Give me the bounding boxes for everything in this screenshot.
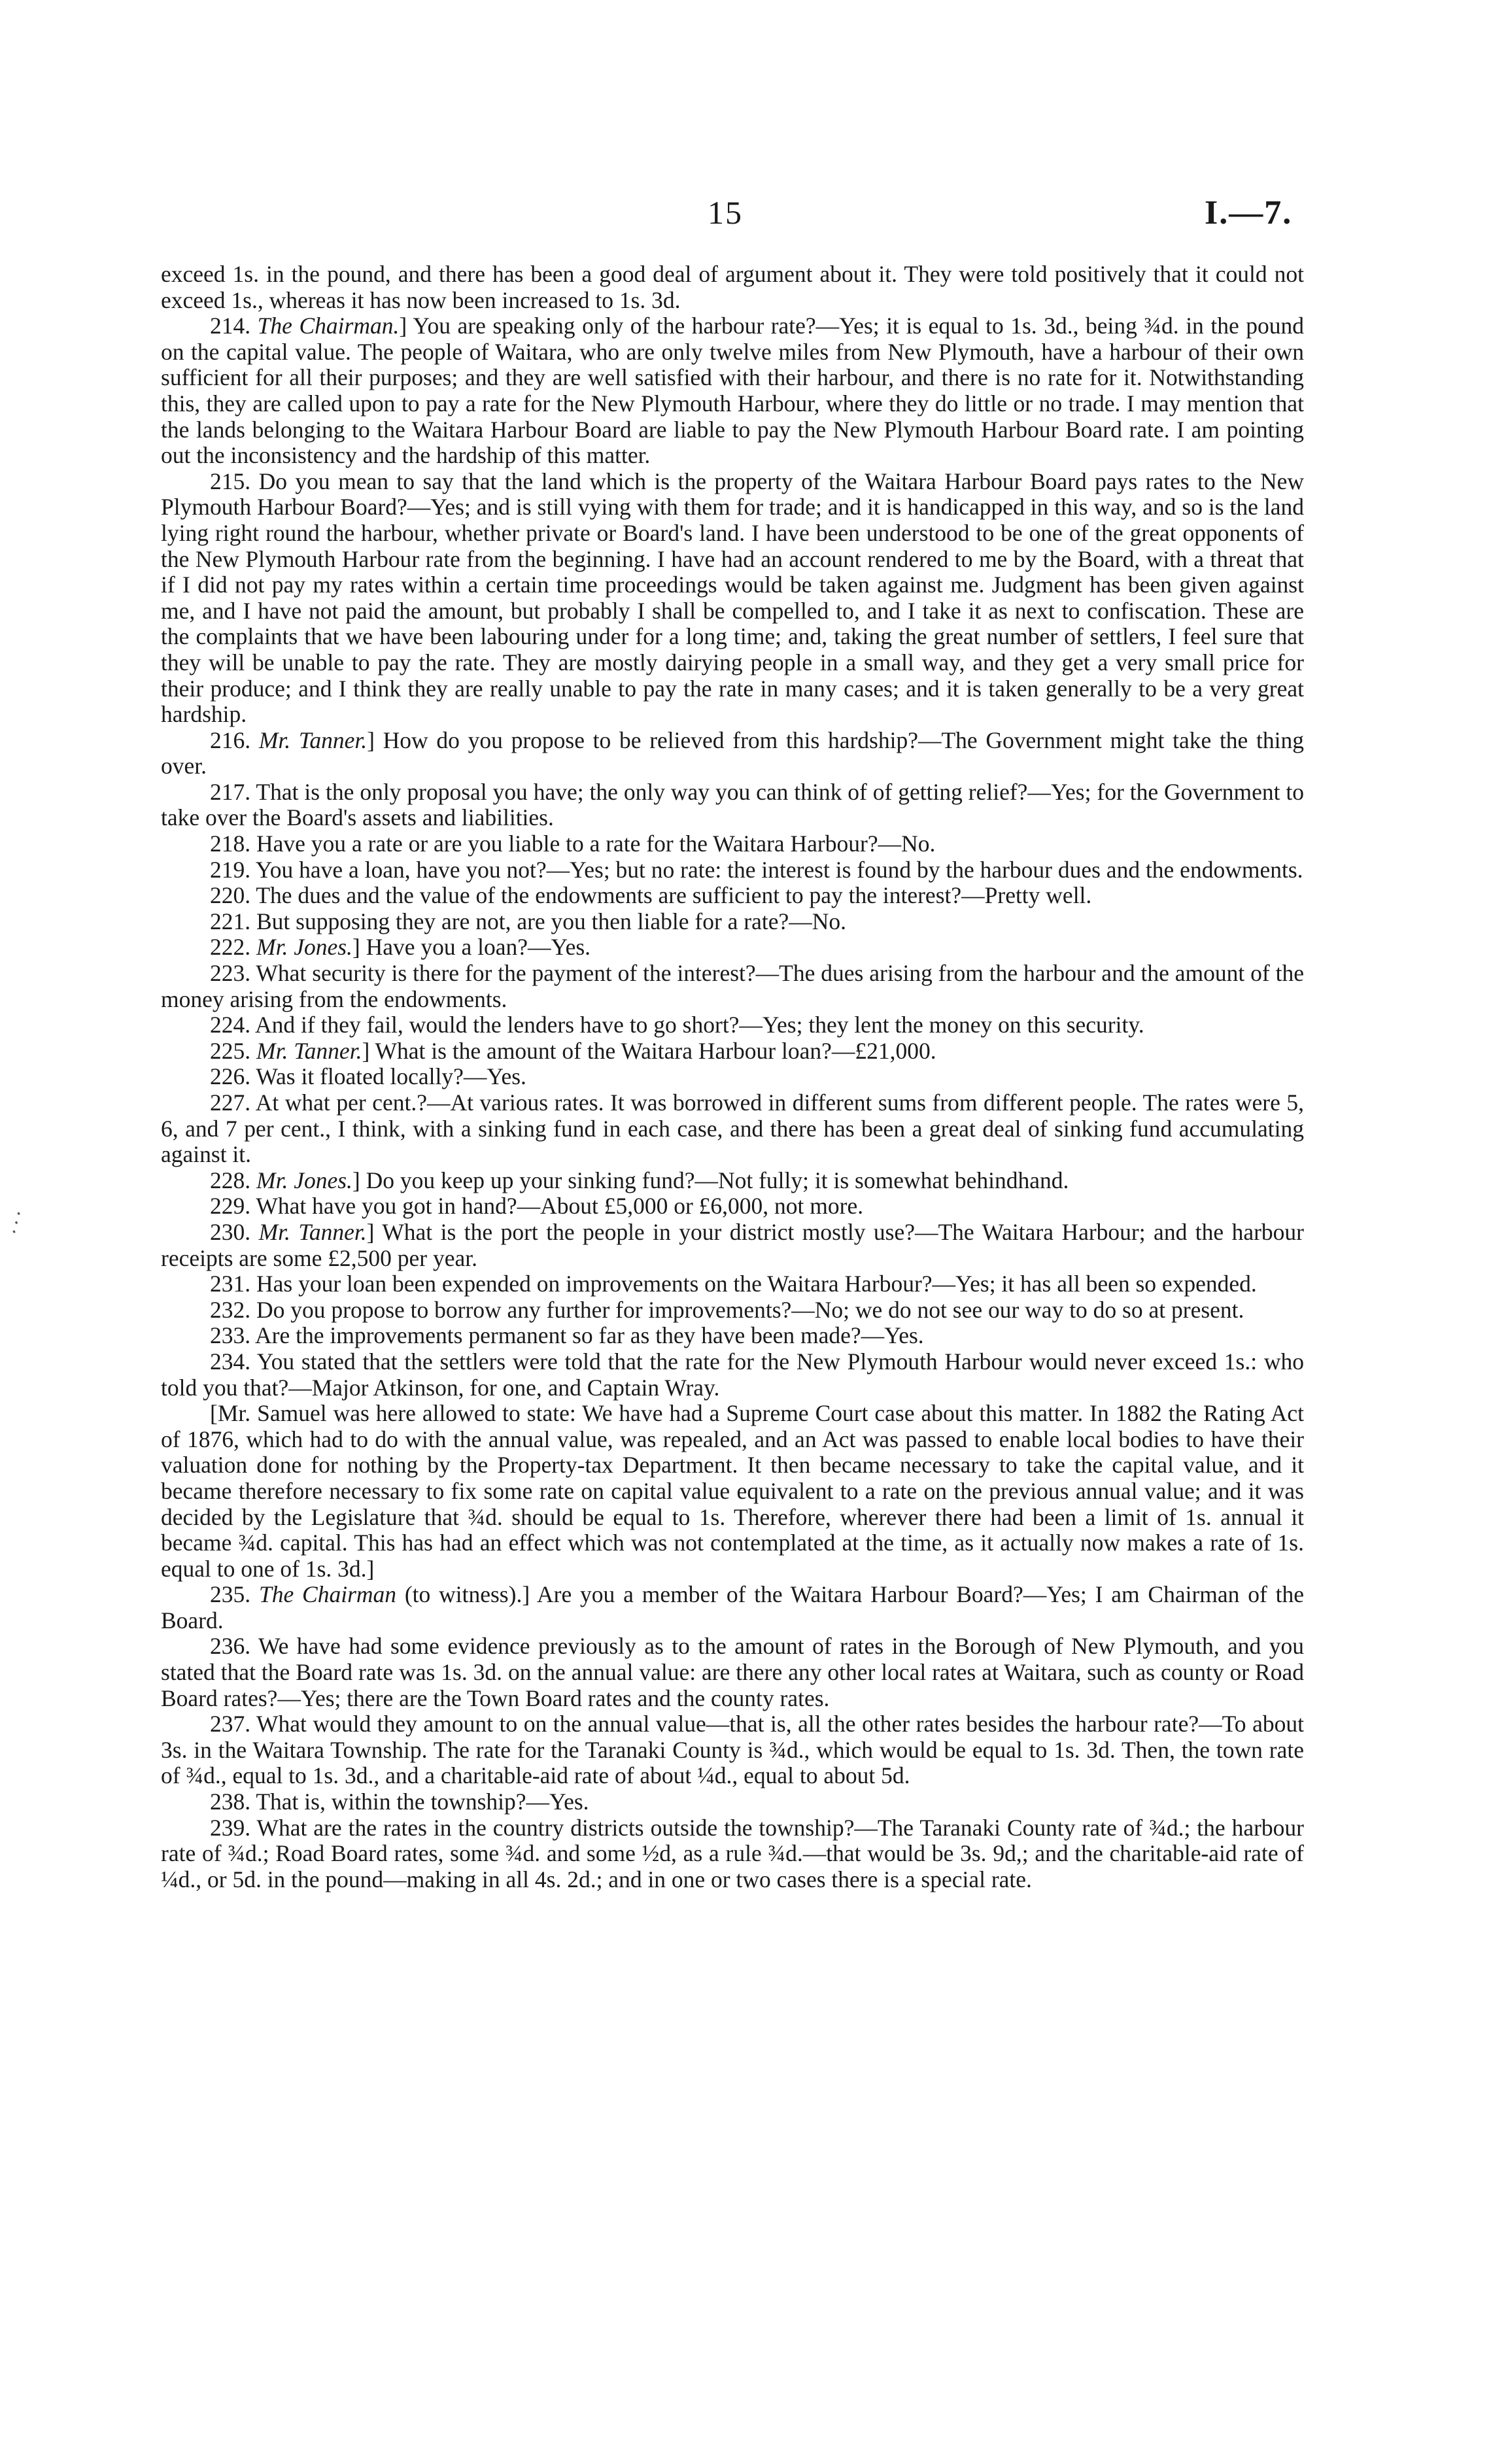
question-number: 235. [210, 1581, 259, 1608]
question-number: 214. [210, 313, 258, 339]
paragraph-text: What are the rates in the country districts outside the township?—The Taranaki County rate of ¾d.; the harbour rate of ¾d.; Road Board rates, some ¾d. and some ½d, as a rule ¾d.—that would be 3s. 9d,; and the charitable-aid rate of ¼d., or 5d. in the pound—making in all 4s. 2d.; and in one or two cases there is a special rate. [161, 1814, 1305, 1892]
question-paragraph [161, 1815, 1304, 1893]
question-number: 238. [210, 1788, 256, 1815]
question-number: 221. [210, 908, 256, 934]
speaker-name: Mr. Tanner. [256, 1037, 362, 1064]
paragraph-text: You have a loan, have you not?—Yes; but no rate: the interest is found by the harbour dues and the endowments. [255, 856, 1303, 883]
question-paragraph [161, 1349, 1304, 1401]
paragraph-text: Has your loan been expended on improvements on the Waitara Harbour?—Yes; it has all been so expended. [256, 1271, 1257, 1297]
paragraph-text: You stated that the settlers were told that the rate for the New Plymouth Harbour would never exceed 1s.: who told you that?—Major Atkinson, for one, and Captain Wray. [161, 1348, 1304, 1401]
speaker-name: Mr. Tanner. [258, 727, 368, 753]
question-number: 216. [210, 727, 259, 753]
question-paragraph [161, 1271, 1304, 1297]
question-number: 223. [210, 960, 256, 987]
question-paragraph [161, 1634, 1304, 1711]
question-number: 234. [210, 1348, 257, 1375]
question-paragraph [161, 728, 1304, 779]
speaker-name: Mr. Jones. [256, 1167, 352, 1193]
question-paragraph [161, 1323, 1304, 1349]
paragraph-text: We have had some evidence previously as to the amount of rates in the Borough of New Plymouth, and you stated that the Board rate was 1s. 3d. on the annual value: are there any other local rates at Waitara, such as county or Road Board rates?—Yes; there are the Town Board rates and the county rates. [161, 1633, 1304, 1711]
question-number: 239. [210, 1814, 257, 1841]
paragraph-text: But supposing they are not, are you then liable for a rate?—No. [256, 908, 847, 934]
paragraph-text: The dues and the value of the endowments are sufficient to pay the interest?—Pretty well. [256, 882, 1092, 909]
speaker-name: The Chairman [258, 1581, 397, 1608]
question-number: 227. [210, 1089, 256, 1116]
question-paragraph [161, 1220, 1304, 1271]
question-paragraph [161, 313, 1304, 469]
question-number: 218. [210, 830, 256, 857]
question-number: 217. [210, 778, 256, 805]
question-paragraph [161, 961, 1304, 1012]
page-number: 15 [708, 194, 743, 231]
paragraph-text: Do you mean to say that the land which is the property of the Waitara Harbour Board pays rates to the New Plymouth Harbour Board?—Yes; and is still vying with them for trade; and it is handicapped in this way, and so is the land lying right round the harbour, whether private or Board's land. I have been understood to be one of the great opponents of the New Plymouth Harbour rate from the beginning. I have had an account rendered to me by the Board, with a threat that if I did not pay my rates within a certain time proceedings would be taken against me. Judgment has been given against me, and I have not paid the amount, but probably I shall be compelled to, and I take it as next to confiscation. These are the complaints that we have been labouring under for a long time; and, taking the great number of settlers, I feel sure that they will be unable to pay the rate. They are mostly dairying people in a small way, and they get a very small price for their produce; and I think they are really unable to pay the rate in many cases; and it is taken generally to be a very great hardship. [161, 468, 1305, 728]
margin-mark: ⋰ [2, 1208, 31, 1237]
question-paragraph [161, 1401, 1304, 1582]
paragraph-text: ] Have you a loan?—Yes. [352, 934, 591, 961]
question-number: 222. [210, 934, 256, 961]
speaker-name: The Chairman. [257, 313, 400, 339]
paragraph-text: ] You are speaking only of the harbour rate?—Yes; it is equal to 1s. 3d., being ¾d. in the pound on the capital value. The people of Waitara, who are only twelve miles from New Plymouth, have a harbour of their own sufficient for all their purposes; and they are well satisfied with their harbour, and there is no rate for it. Notwithstanding this, they are called upon to pay a rate for the New Plymouth Harbour, where they do little or no trade. I may mention that the lands belonging to the Waitara Harbour Board are liable to pay the New Plymouth Harbour Board rate. I am pointing out the inconsistency and the hardship of this matter. [161, 313, 1304, 469]
page-header [0, 194, 1491, 246]
question-paragraph [161, 1789, 1304, 1815]
paragraph-text: ] Do you keep up your sinking fund?—Not fully; it is somewhat behindhand. [352, 1167, 1069, 1193]
paragraph-text: What have you got in hand?—About £5,000 or £6,000, not more. [256, 1193, 864, 1220]
paragraph-text: Have you a rate or are you liable to a rate for the Waitara Harbour?—No. [256, 830, 936, 857]
question-paragraph [161, 469, 1304, 728]
paragraph-text: exceed 1s. in the pound, and there has been a good deal of argument about it. They were told positively that it could not exceed 1s., whereas it has now been increased to 1s. 3d. [161, 261, 1304, 313]
question-paragraph [161, 857, 1304, 883]
question-paragraph [161, 1038, 1304, 1065]
question-paragraph [161, 262, 1304, 313]
question-number: 232. [210, 1296, 256, 1323]
paragraph-text: That is the only proposal you have; the only way you can think of of getting relief?—Yes; for the Government to take over the Board's assets and liabilities. [161, 778, 1305, 831]
question-number: 220. [210, 882, 256, 909]
question-paragraph [161, 1711, 1304, 1789]
question-number: 226. [210, 1063, 256, 1090]
speaker-name: Mr. Jones. [256, 934, 352, 961]
evidence-body [161, 262, 1304, 1892]
paragraph-text: What would they amount to on the annual value—that is, all the other rates besides the harbour rate?—To about 3s. in the Waitara Township. The rate for the Taranaki County is ¾d., which would be equal to 1s. 3d. Then, the town rate of ¾d., equal to 1s. 3d., and a charitable-aid rate of about ¼d., equal to about 5d. [161, 1711, 1304, 1789]
paragraph-text: At what per cent.?—At various rates. It was borrowed in different sums from different people. The rates were 5, 6, and 7 per cent., I think, with a sinking fund in each case, and there has been a great deal of sinking fund accumulating against it. [161, 1089, 1305, 1168]
question-number: 219. [210, 856, 256, 883]
paragraph-text: ] How do you propose to be relieved from this hardship?—The Government might take the thing over. [161, 727, 1304, 779]
paragraph-text: That is, within the township?—Yes. [256, 1788, 589, 1815]
question-paragraph [161, 1168, 1304, 1194]
paragraph-text: ] What is the amount of the Waitara Harbour loan?—£21,000. [362, 1037, 936, 1064]
question-paragraph [161, 1193, 1304, 1220]
question-paragraph [161, 934, 1304, 961]
question-paragraph [161, 1090, 1304, 1168]
document-code: I.—7. [1205, 194, 1293, 231]
question-number: 229. [210, 1193, 256, 1220]
question-paragraph [161, 831, 1304, 857]
question-paragraph [161, 779, 1304, 831]
paragraph-text: [Mr. Samuel was here allowed to state: We have had a Supreme Court case about this matter. In 1882 the Rating Act of 1876, which had to do with the annual value, was repealed, and an Act was passed to enable local bodies to have their valuation done for nothing by the Property-tax Department. It then became necessary to take the capital value, and it became therefore necessary to fix some rate on capital value equivalent to a rate on the previous annual value; and it was decided by the Legislature that ¾d. should be equal to 1s. Therefore, wherever there had been a limit of 1s. annual it became ¾d. capital. This has had an effect which was not contemplated at the time, as it actually now makes a rate of 1s. equal to one of 1s. 3d.] [161, 1400, 1304, 1582]
question-number: 230. [210, 1218, 259, 1245]
question-number: 231. [210, 1271, 256, 1297]
question-paragraph [161, 1582, 1304, 1634]
question-number: 228. [210, 1167, 256, 1193]
question-number: 237. [210, 1711, 257, 1737]
question-number: 236. [210, 1633, 258, 1660]
question-number: 215. [210, 468, 259, 494]
question-paragraph [161, 1012, 1304, 1038]
speaker-name: Mr. Tanner. [258, 1218, 367, 1245]
question-number: 225. [210, 1037, 256, 1064]
paragraph-text: What security is there for the payment of the interest?—The dues arising from the harbour and the amount of the money arising from the endowments. [161, 960, 1305, 1012]
question-paragraph [161, 1064, 1304, 1090]
question-number: 224. [210, 1012, 256, 1038]
question-paragraph [161, 883, 1304, 909]
paragraph-text: Do you propose to borrow any further for improvements?—No; we do not see our way to do so at present. [256, 1296, 1244, 1323]
paragraph-text: Are the improvements permanent so far as they have been made?—Yes. [255, 1322, 924, 1349]
question-number: 233. [210, 1322, 256, 1349]
paragraph-text: And if they fail, would the lenders have to go short?—Yes; they lent the money on this security. [255, 1012, 1144, 1038]
paragraph-text: Was it floated locally?—Yes. [256, 1063, 526, 1090]
paragraph-text: (to witness).] Are you a member of the Waitara Harbour Board?—Yes; I am Chairman of the Board. [161, 1581, 1305, 1634]
question-paragraph [161, 1297, 1304, 1324]
paragraph-text: ] What is the port the people in your district mostly use?—The Waitara Harbour; and the harbour receipts are some £2,500 per year. [161, 1218, 1305, 1271]
question-paragraph [161, 909, 1304, 935]
